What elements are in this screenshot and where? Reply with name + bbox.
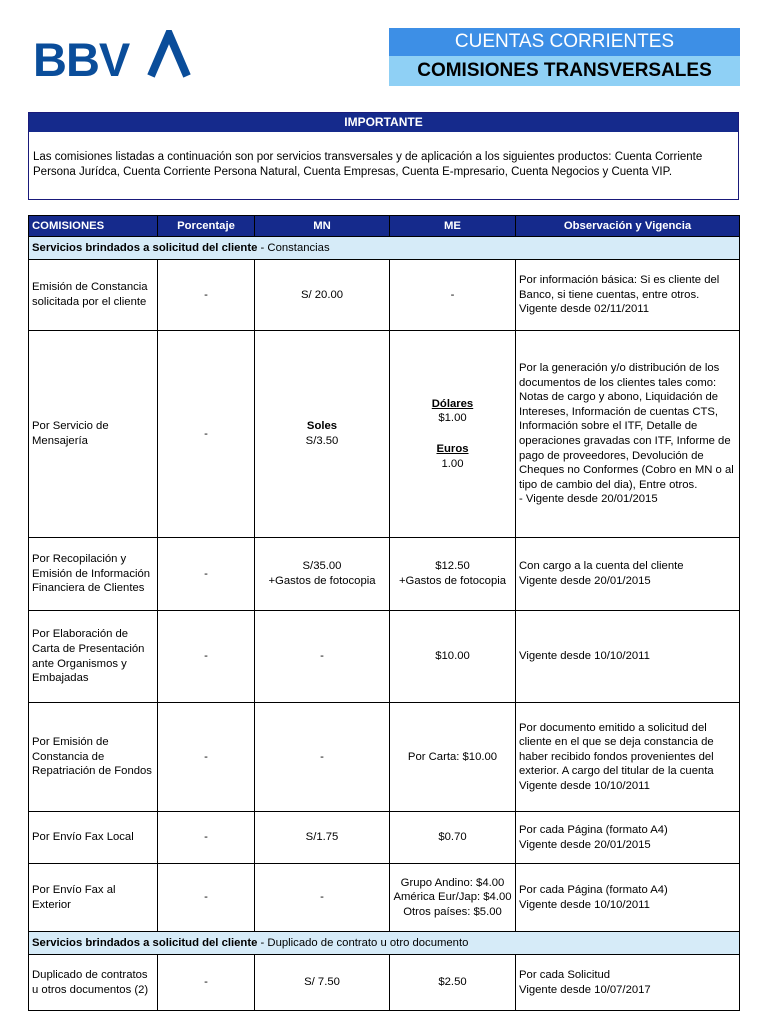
row-name: Por Envío Fax Local [29,812,158,864]
svg-text:BBV: BBV [33,33,130,80]
row-name: Duplicado de contratos u otros documentos (2) [29,955,158,1011]
row-mn: - [255,864,390,932]
row-obs-text: Por documento emitido a solicitud del cliente en el que se deja constancia de haber recibido fondos provenientes del exterior. A cargo del titular de la cuenta [519,721,714,778]
row-me: $0.70 [390,812,516,864]
section-row [29,932,740,955]
row-me [390,864,516,932]
important-text: Las comisiones listadas a continuación son por servicios transversales y de aplicación a los siguientes productos: Cuenta Corriente Persona Jurídca, Cuenta Corriente Persona Natural, Cuenta Empresas, Cuenta E-mpresario, Cuenta Negocios y Cuenta VIP. [33,151,703,178]
table-row [29,955,740,1011]
row-mn-value: S/35.00 [302,560,342,573]
row-me: $2.50 [390,955,516,1011]
row-name: Por Envío Fax al Exterior [29,864,158,932]
row-name: Por Elaboración de Carta de Presentación ante Organismos y Embajadas [29,611,158,703]
row-obs [516,538,740,611]
col-header-mn: MN [255,216,390,237]
row-obs [516,812,740,864]
row-obs [516,864,740,932]
table-row [29,812,740,864]
row-name: Por Emisión de Constancia de Repatriación de Fondos [29,703,158,812]
row-obs-date: Vigente desde 10/10/2011 [519,779,650,792]
row-pct: - [158,955,255,1011]
row-obs-text: Por cada Página (formato A4) [519,883,668,896]
table-row [29,538,740,611]
important-heading: IMPORTANTE [29,113,738,132]
row-me-value-3: Otros países: $5.00 [403,905,502,918]
row-me-value-2: América Eur/Jap: $4.00 [393,891,512,904]
page-title-line1: CUENTAS CORRIENTES [389,28,740,56]
row-pct: - [158,812,255,864]
row-obs-text: Con cargo a la cuenta del cliente [519,560,684,573]
row-mn: S/ 20.00 [255,260,390,331]
row-pct: - [158,538,255,611]
row-mn-value: S/3.50 [305,435,339,447]
col-header-porcentaje: Porcentaje [158,216,255,237]
col-header-me: ME [390,216,516,237]
row-obs: Vigente desde 10/10/2011 [516,611,740,703]
row-obs-text: Por la generación y/o distribución de los documentos de los clientes tales como: Notas de cargo y abono, Liquidación de Intereses, Información de cuentas CTS, Información sobre el ITF, Detalle de operaciones gravadas con ITF, Informe de pago de proveedores, Devolución de Cheques no Conformes (Cobro en MN o al tipo de cambio del dia), Entre otros. [519,362,734,491]
row-obs [516,703,740,812]
row-me-extra: +Gastos de fotocopia [398,575,507,587]
table-row [29,331,740,538]
row-name: Por Servicio de Mensajería [29,331,158,538]
row-obs [516,955,740,1011]
table-row [29,260,740,331]
row-me-value: Grupo Andino: $4.00 [400,876,505,889]
row-mn-head: Soles [306,420,338,433]
row-obs-date: Vigente desde 10/07/2017 [519,983,651,996]
section-label-rest: - Duplicado de contrato u otro documento [257,936,469,949]
section-label-bold: Servicios brindados a solicitud del cliente [32,241,258,254]
row-me-value-euros: 1.00 [441,457,464,470]
row-obs-date: - Vigente desde 20/01/2015 [519,493,658,506]
section-label-rest: - Constancias [257,241,330,254]
page-title-line2: COMISIONES TRANSVERSALES [389,56,740,86]
row-obs-date: Vigente desde 20/01/2015 [519,838,651,851]
row-mn: S/1.75 [255,812,390,864]
table-row [29,864,740,932]
section-label [29,237,740,260]
table-row [29,611,740,703]
row-name: Emisión de Constancia solicitada por el cliente [29,260,158,331]
important-notice [28,112,739,200]
section-label [29,932,740,955]
row-obs-date: Vigente desde 10/10/2011 [519,898,650,911]
row-pct: - [158,260,255,331]
row-obs-date: Vigente desde 20/01/2015 [519,575,651,587]
row-mn [255,331,390,538]
row-mn-extra: +Gastos de fotocopia [268,575,376,587]
bbva-logo [33,30,193,80]
row-obs-date: Vigente desde 02/11/2011 [519,303,650,316]
row-me: $10.00 [390,611,516,703]
row-me: - [390,260,516,331]
row-obs [516,331,740,538]
table-row [29,703,740,812]
section-label-bold: Servicios brindados a solicitud del cliente [32,936,258,949]
row-mn [255,538,390,611]
commissions-table [28,215,740,1011]
page-title-box [389,28,740,86]
row-me-head-euros: Euros [436,443,469,455]
row-me: Por Carta: $10.00 [390,703,516,812]
row-pct: - [158,703,255,812]
section-row [29,237,740,260]
row-name: Por Recopilación y Emisión de Información Financiera de Clientes [29,538,158,611]
row-obs-text: Por cada Solicitud [519,968,611,981]
row-me [390,538,516,611]
row-pct: - [158,331,255,538]
row-obs [516,260,740,331]
row-me-value: $12.50 [435,560,470,573]
col-header-observacion: Observación y Vigencia [516,216,740,237]
row-obs-text: Por información básica: Si es cliente del Banco, si tiene cuentas, entre otros. [519,274,720,301]
col-header-comisiones: COMISIONES [29,216,158,237]
row-pct: - [158,611,255,703]
table-header-row [29,216,740,237]
row-mn: S/ 7.50 [255,955,390,1011]
row-me-head-dolares: Dólares [431,397,474,410]
row-mn: - [255,611,390,703]
row-obs-text: Por cada Página (formato A4) [519,823,668,836]
row-mn: - [255,703,390,812]
row-me [390,331,516,538]
row-pct: - [158,864,255,932]
row-me-value-dolares: $1.00 [438,412,467,425]
